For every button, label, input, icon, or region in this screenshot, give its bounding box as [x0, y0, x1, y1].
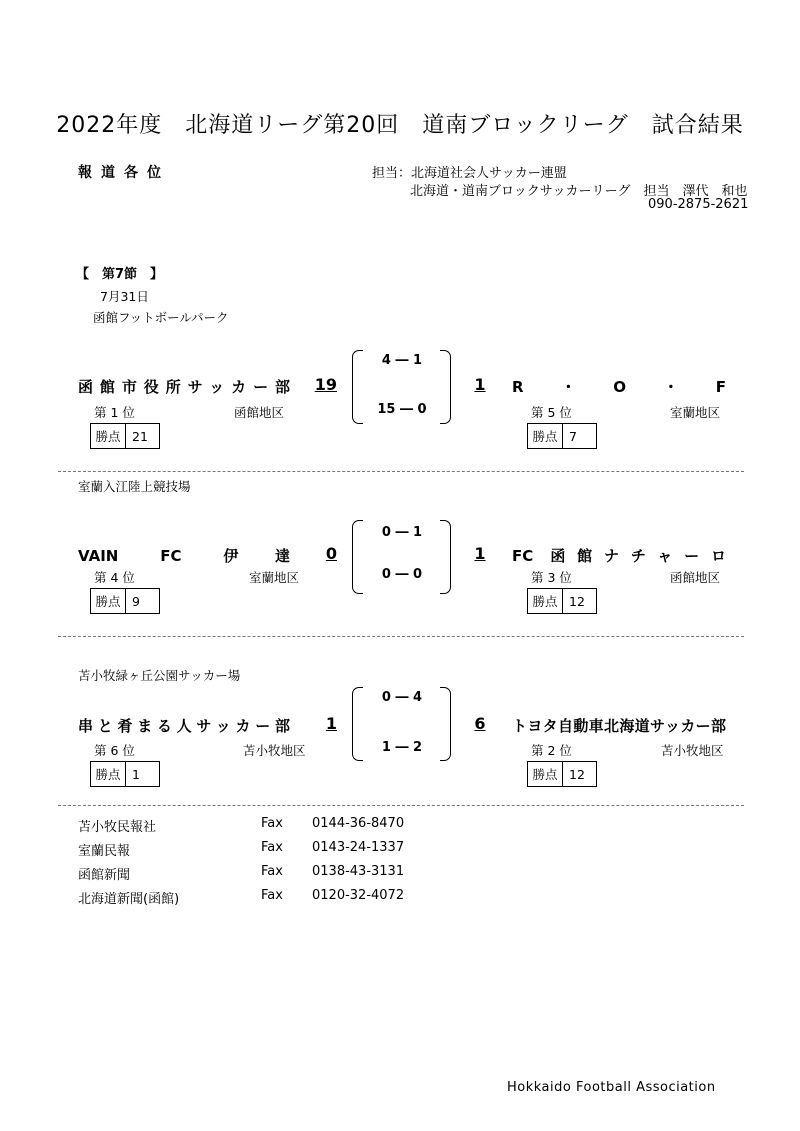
home-points: 9 [132, 593, 140, 609]
fax-label: Fax [261, 816, 283, 831]
fax-label: Fax [261, 840, 283, 855]
away-region: 室蘭地区 [670, 405, 721, 420]
second-half-score: 15 ― 0 [377, 402, 427, 417]
away-team-name: R・O・F [512, 378, 726, 396]
home-points-box [90, 423, 160, 449]
press-addressee: 報道各位 [78, 165, 170, 181]
points-label: 勝点 [528, 589, 563, 613]
home-region: 苫小牧地区 [243, 743, 306, 758]
away-points-box [527, 761, 597, 787]
away-score: 1 [474, 544, 486, 563]
media-name: 室蘭民報 [78, 844, 131, 859]
home-rank: 第 4 位 [94, 570, 135, 585]
home-rank: 第 1 位 [94, 405, 135, 420]
home-points: 1 [132, 766, 140, 782]
home-points-box [90, 761, 160, 787]
points-label: 勝点 [91, 762, 126, 786]
points-label: 勝点 [528, 762, 563, 786]
away-rank: 第 3 位 [531, 570, 572, 585]
score-bracket-left [352, 687, 363, 761]
match-date: 7月31日 [100, 289, 149, 304]
fax-number: 0138-43-3131 [312, 864, 405, 879]
match-divider [58, 471, 744, 472]
away-team-name: FC 函館ナチャーロ [512, 547, 726, 565]
fax-label: Fax [261, 888, 283, 903]
away-points: 12 [569, 766, 585, 782]
score-bracket-right [440, 350, 451, 424]
second-half-score: 0 ― 0 [381, 567, 423, 582]
media-name: 北海道新聞(函館) [78, 892, 180, 907]
fax-number: 0144-36-8470 [312, 816, 405, 831]
venue-label: 室蘭入江陸上競技場 [78, 479, 191, 494]
points-label: 勝点 [91, 589, 126, 613]
home-region: 室蘭地区 [249, 570, 300, 585]
score-bracket-right [440, 520, 451, 594]
away-points-box [527, 423, 597, 449]
away-score: 1 [474, 375, 486, 394]
media-name: 函館新聞 [78, 868, 131, 883]
fax-number: 0120-32-4072 [312, 888, 405, 903]
footer-organization: Hokkaido Football Association [507, 1080, 716, 1095]
venue-label: 函館フットボールパーク [93, 310, 229, 325]
away-team-name: トヨタ自動車北海道サッカー部 [512, 717, 726, 735]
first-half-score: 0 ― 4 [381, 690, 423, 705]
score-bracket-right [440, 687, 451, 761]
home-team-name: 串と肴まる人サッカー部 [78, 717, 290, 735]
home-rank: 第 6 位 [94, 743, 135, 758]
home-score: 19 [314, 375, 337, 394]
contact-organization: 担当：北海道社会人サッカー連盟 [372, 166, 567, 181]
media-name: 苫小牧民報社 [78, 820, 157, 835]
away-points: 12 [569, 593, 585, 609]
home-score: 1 [325, 714, 337, 733]
points-label: 勝点 [91, 424, 126, 448]
away-region: 函館地区 [670, 570, 721, 585]
away-points: 7 [569, 428, 577, 444]
fax-number: 0143-24-1337 [312, 840, 405, 855]
contact-phone: 090-2875-2621 [648, 197, 749, 212]
home-team-name: 函館市役所サッカー部 [78, 378, 290, 396]
contact-person: 北海道・道南ブロックサッカーリーグ 担当 澤代 和也 [410, 184, 748, 199]
away-rank: 第 2 位 [531, 743, 572, 758]
document-title: 2022年度 北海道リーグ第20回 道南ブロックリーグ 試合結果 [56, 113, 744, 138]
away-score: 6 [474, 714, 486, 733]
home-team-name: VAIN FC 伊達 [78, 547, 290, 565]
first-half-score: 0 ― 1 [381, 525, 423, 540]
home-region: 函館地区 [234, 405, 285, 420]
score-bracket-left [352, 520, 363, 594]
away-region: 苫小牧地区 [661, 743, 724, 758]
home-points: 21 [132, 428, 148, 444]
first-half-score: 4 ― 1 [381, 353, 423, 368]
points-label: 勝点 [528, 424, 563, 448]
venue-label: 苫小牧緑ヶ丘公園サッカー場 [78, 668, 241, 683]
away-points-box [527, 588, 597, 614]
round-label: 【 第7節 】 [76, 267, 164, 282]
fax-label: Fax [261, 864, 283, 879]
match-divider [58, 805, 744, 806]
score-bracket-left [352, 350, 363, 424]
away-rank: 第 5 位 [531, 405, 572, 420]
home-score: 0 [325, 544, 337, 563]
match-divider [58, 636, 744, 637]
home-points-box [90, 588, 160, 614]
second-half-score: 1 ― 2 [381, 740, 423, 755]
